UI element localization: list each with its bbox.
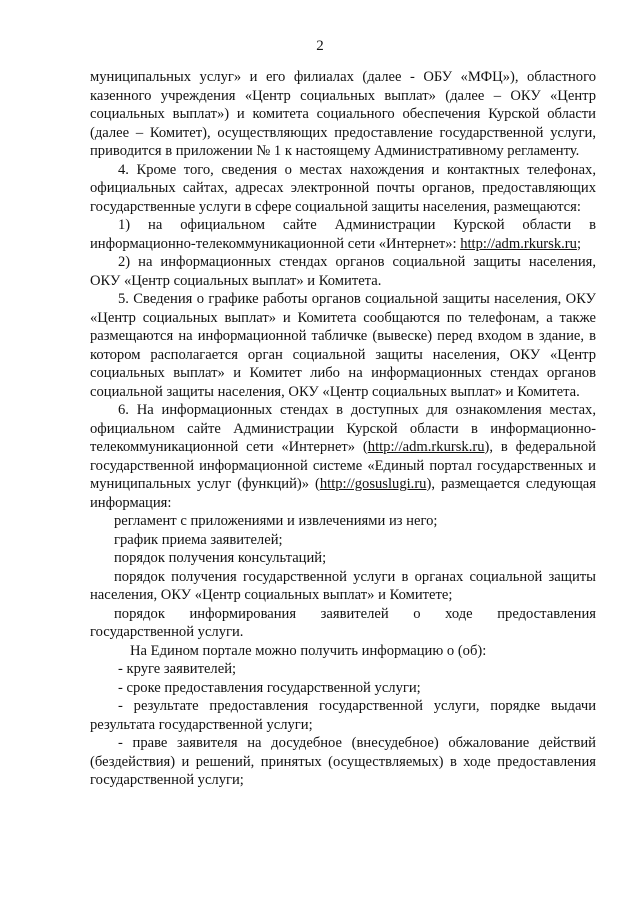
adm-rkursk-link[interactable]: http://adm.rkursk.ru [460,235,577,252]
portal-item-result: - результате предоставления государственной услуги, порядке выдачи результата государственной услуги; [90,698,596,733]
info-item-schedule: график приема заявителей; [114,531,283,548]
info-item-consultations: порядок получения консультаций; [114,550,327,566]
paragraph-6-end: ), размещается следующая информация: [90,476,596,511]
portal-item-applicants: - круге заявителей; [118,661,237,677]
paragraph-4-item-1 [90,216,596,253]
portal-item-term: - сроке предоставления государственной услуги; [118,679,421,696]
portal-item-appeal: - праве заявителя на досудебное (внесудебное) обжалование действий (бездействия) и решений, принятых (осуществляемых) в ходе предоставления государственной услуги; [90,735,596,788]
paragraph-5: 5. Сведения о графике работы органов социальной защиты населения, ОКУ «Центр социальных выплат» и Комитета сообщаются по телефонам, а также размещаются на информационной табличке (вывеске) перед входом в здание, в котором располагается орган социальной защиты населения, ОКУ «Центр социальных выплат» и Комитет либо на информационных стендах органов социальной защиты населения, ОКУ «Центр социальных выплат» и Комитета. [90,291,596,400]
paragraph-6-start: 6. На информационных стендах в доступных для ознакомления местах, официальном сайте Администрации Курской области в информационно-телекоммуникационной сети «Интернет» ( [90,402,596,455]
paragraph-6 [90,401,596,512]
info-item-service-procedure: порядок получения государственной услуги в органах социальной защиты населения, ОКУ «Центр социальных выплат» и Комитете; [90,568,596,603]
portal-info-intro: На Едином портале можно получить информацию о (об): [130,642,487,659]
gosuslugi-link[interactable]: http://gosuslugi.ru [319,476,427,492]
adm-rkursk-link-2[interactable]: http://adm.rkursk.ru [367,439,485,455]
document-body [90,68,596,790]
page-number: 2 [316,38,324,54]
paragraph-continuation: муниципальных услуг» и его филиалах (далее - ОБУ «МФЦ»), областного казенного учреждения «Центр социальных выплат» (далее – ОКУ «Центр социальных выплат») и комитета социального обеспечения Курской области (далее – Комитет), осуществляющих предоставление государственной услуги, приводится в приложении № 1 к настоящему Административному регламенту. [90,69,596,159]
item-1-end: ; [576,235,582,252]
item-1-text: 1) на официальном сайте Администрации Курской области в информационно-телекоммуникационной сети «Интернет»: [90,217,596,252]
paragraph-4-item-2: 2) на информационных стендах органов социальной защиты населения, ОКУ «Центр социальных выплат» и Комитета. [90,254,596,289]
paragraph-6-middle: ), в федеральной государственной информационной системе «Единый портал государственных и муниципальных услуг (функций)» ( [90,439,596,492]
paragraph-4: 4. Кроме того, сведения о местах нахождения и контактных телефонах, официальных сайтах, адресах электронной почты органов, предоставляющих государственные услуги в сфере социальной защиты населения, размещаются: [90,161,596,215]
info-item-informing-procedure: порядок информирования заявителей о ходе предоставления государственной услуги. [90,605,596,640]
info-item-regulation: регламент с приложениями и извлечениями из него; [114,513,438,529]
